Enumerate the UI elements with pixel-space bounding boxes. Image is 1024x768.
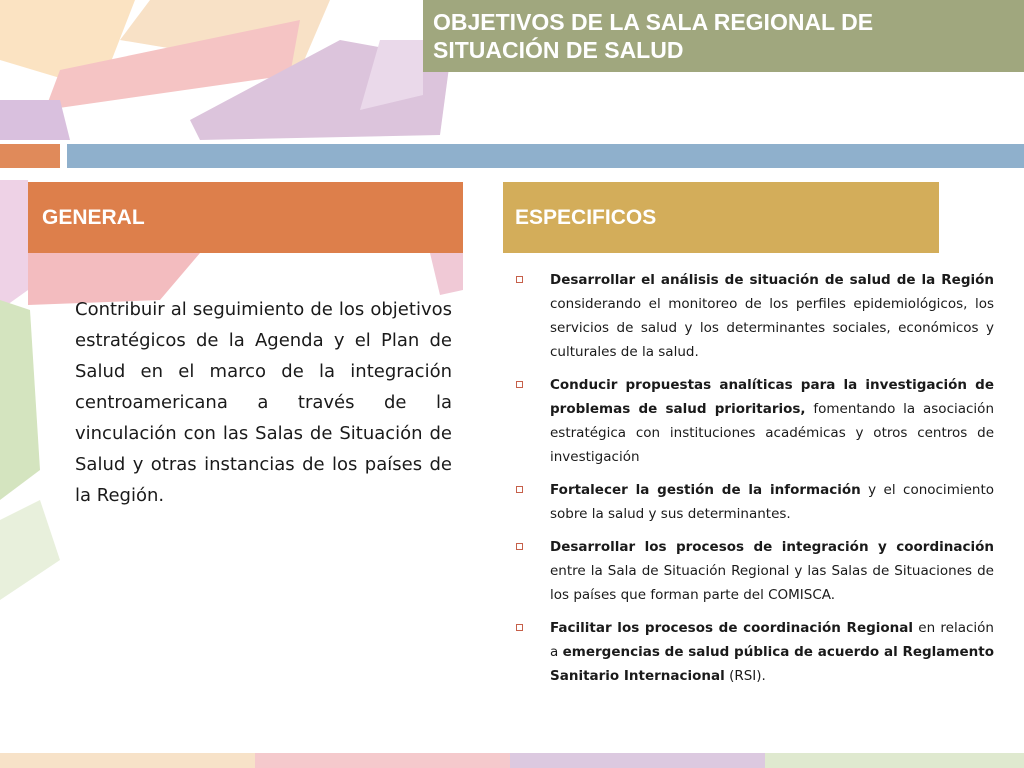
square-bullet-icon <box>516 486 523 493</box>
square-bullet-icon <box>516 381 523 388</box>
list-item: Fortalecer la gestión de la información y el conocimiento sobre la salud y sus determinantes. <box>516 478 994 526</box>
title-line-2: SITUACIÓN DE SALUD <box>433 37 684 63</box>
especificos-list <box>516 268 994 697</box>
bottom-band-segment <box>255 753 510 768</box>
bottom-band-segment <box>765 753 1024 768</box>
bottom-band-segment <box>510 753 765 768</box>
square-bullet-icon <box>516 624 523 631</box>
general-objective-text: Contribuir al seguimiento de los objetivos estratégicos de la Agenda y el Plan de Salud en el marco de la integración centroamericana a través de la vinculación con las Salas de Situación de Salud y otras instancias de los países de la Región. <box>75 299 452 506</box>
list-item: Desarrollar los procesos de integración y coordinación entre la Sala de Situación Regional y las Salas de Situaciones de los países que forman parte del COMISCA. <box>516 535 994 607</box>
list-item: Desarrollar el análisis de situación de salud de la Región considerando el monitoreo de los perfiles epidemiológicos, los servicios de salud y los determinantes sociales, económicos y culturales de la salud. <box>516 268 994 364</box>
especificos-heading: ESPECIFICOS <box>503 182 939 253</box>
square-bullet-icon <box>516 543 523 550</box>
orange-divider <box>0 144 60 168</box>
list-item: Conducir propuestas analíticas para la investigación de problemas de salud prioritarios, fomentando la asociación estratégica con instituciones académicas y otros centros de investigación <box>516 373 994 469</box>
bottom-band-segment <box>0 753 255 768</box>
page-title <box>423 0 1024 72</box>
square-bullet-icon <box>516 276 523 283</box>
list-item: Facilitar los procesos de coordinación Regional en relación a emergencias de salud pública de acuerdo al Reglamento Sanitario Internacional (RSI). <box>516 616 994 688</box>
general-heading: GENERAL <box>28 182 463 253</box>
blue-divider <box>67 144 1024 168</box>
title-line-1: OBJETIVOS DE LA SALA REGIONAL DE <box>433 9 874 35</box>
